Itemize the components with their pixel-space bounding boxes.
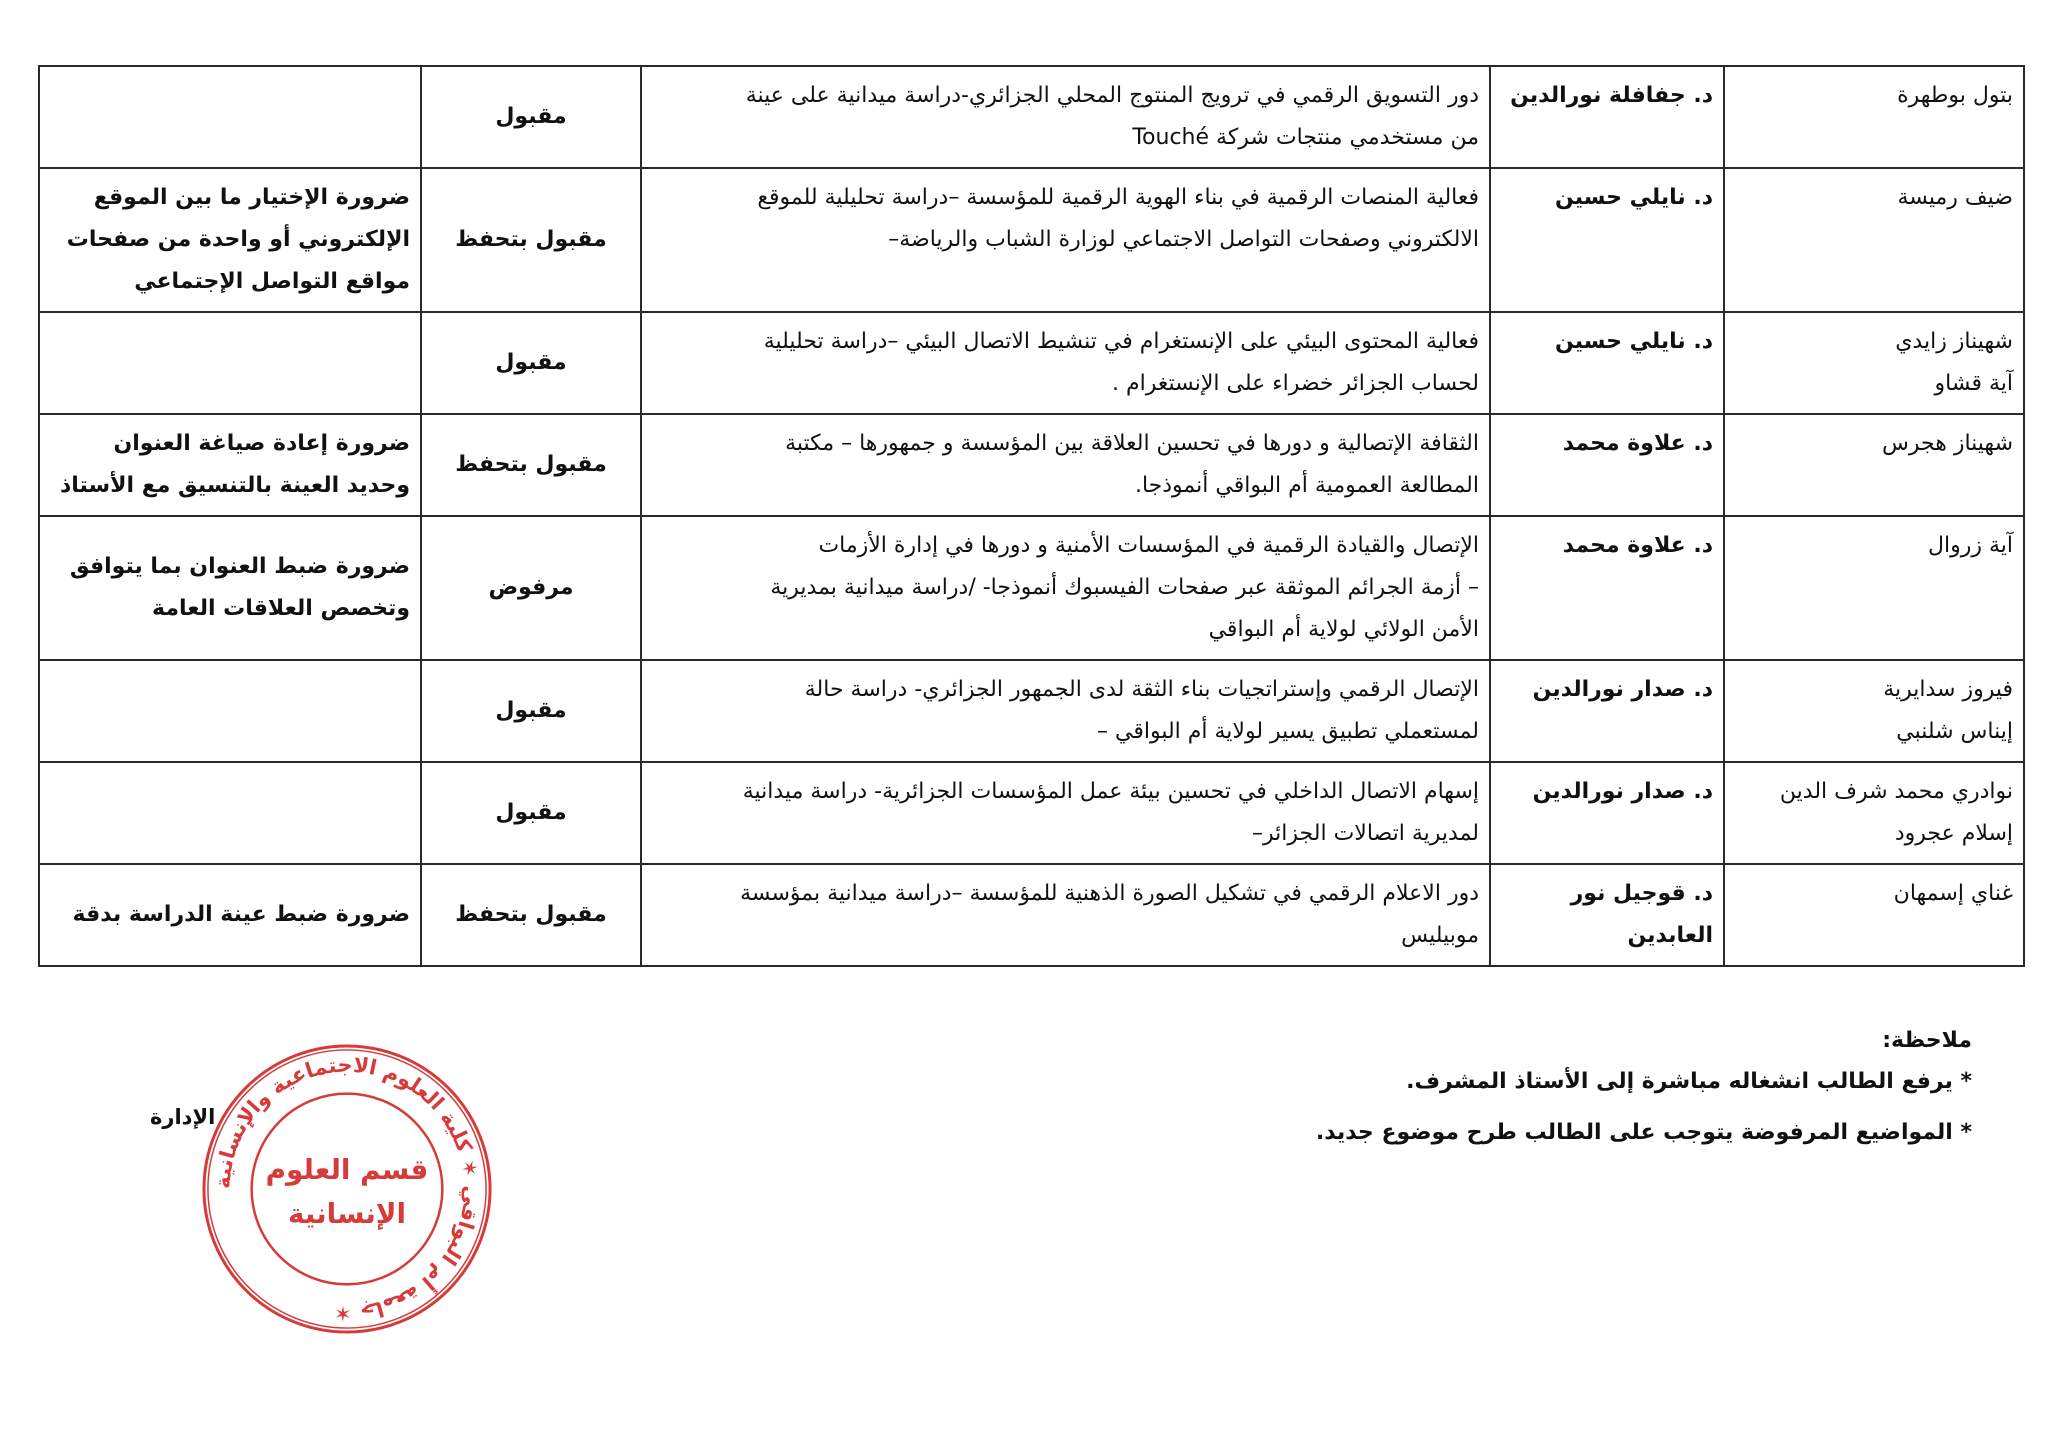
supervisor-cell: د. صدار نورالدين [1490, 660, 1724, 762]
decision-cell: مقبول [421, 66, 641, 168]
student-names-cell [1724, 660, 2024, 762]
stamp-inner-line1: قسم العلوم [265, 1153, 429, 1187]
decision-cell: مرفوض [421, 516, 641, 660]
student-name: آية قشاو [1934, 371, 2013, 396]
department-stamp [198, 1040, 496, 1338]
topic-title-cell [641, 864, 1490, 966]
topic-title-line: فعالية المحتوى البيئي على الإنستغرام في تنشيط الاتصال البيئي –دراسة تحليلية [763, 329, 1479, 354]
table-row [39, 660, 2024, 762]
student-names-cell [1724, 168, 2024, 312]
topic-title-line: الأمن الولائي لولاية أم البواقي [1208, 617, 1479, 642]
remark-cell: ضرورة إعادة صياغة العنوان وحديد العينة بالتنسيق مع الأستاذ [39, 414, 421, 516]
topic-title-cell [641, 516, 1490, 660]
stamp-outer-text: جامعة أم البواقي ✶ كلية العلوم الاجتماعية والإنسانية ✶ [210, 1052, 484, 1326]
stamp-inner-ring [252, 1094, 443, 1285]
topic-title-line: المطالعة العمومية أم البواقي أنموذجا. [1134, 473, 1479, 498]
student-name: شهيناز هجرس [1882, 431, 2013, 456]
supervisor-cell: د. صدار نورالدين [1490, 762, 1724, 864]
topic-title-line: الإتصال الرقمي وإستراتجيات بناء الثقة لدى الجمهور الجزائري- دراسة حالة [804, 677, 1479, 702]
student-name: نوادري محمد شرف الدين [1779, 779, 2013, 804]
student-names-cell [1724, 516, 2024, 660]
table-row [39, 66, 2024, 168]
supervisor-cell: د. جفافلة نورالدين [1490, 66, 1724, 168]
student-names-cell [1724, 312, 2024, 414]
remark-cell [39, 660, 421, 762]
topic-title-line: دور الاعلام الرقمي في تشكيل الصورة الذهنية للمؤسسة –دراسة ميدانية بمؤسسة [740, 881, 1479, 906]
note-item-2: * المواضيع المرفوضة يتوجب على الطالب طرح موضوع جديد. [1315, 1120, 1972, 1145]
student-names-cell [1724, 66, 2024, 168]
topic-title-line: الالكتروني وصفحات التواصل الاجتماعي لوزارة الشباب والرياضة– [888, 227, 1479, 252]
student-names-cell [1724, 414, 2024, 516]
decision-cell: مقبول [421, 660, 641, 762]
remark-cell: ضرورة ضبط العنوان بما يتوافق وتخصص العلاقات العامة [39, 516, 421, 660]
topic-title-line: لمستعملي تطبيق يسير لولاية أم البواقي – [1097, 719, 1479, 744]
table-row [39, 762, 2024, 864]
topic-title-cell [641, 414, 1490, 516]
student-name: غناي إسمهان [1893, 881, 2013, 906]
student-name: إيناس شلنبي [1896, 719, 2013, 744]
table-row [39, 864, 2024, 966]
supervisor-cell: د. علاوة محمد [1490, 414, 1724, 516]
topic-title-line: الإتصال والقيادة الرقمية في المؤسسات الأمنية و دورها في إدارة الأزمات [818, 533, 1479, 558]
topic-title-line: دور التسويق الرقمي في ترويج المنتوج المحلي الجزائري-دراسة ميدانية على عينة [745, 83, 1479, 108]
stamp-mid-ring [208, 1050, 486, 1328]
topic-title-line: فعالية المنصات الرقمية في بناء الهوية الرقمية للمؤسسة –دراسة تحليلية للموقع [757, 185, 1479, 210]
topic-title-cell [641, 168, 1490, 312]
student-name: بتول بوطهرة [1897, 83, 2013, 108]
topics-table-body [39, 66, 2024, 966]
student-names-cell [1724, 762, 2024, 864]
notes-title: ملاحظة: [1882, 1028, 1972, 1053]
supervisor-cell: د. نايلي حسين [1490, 168, 1724, 312]
remark-cell [39, 312, 421, 414]
topic-title-cell [641, 66, 1490, 168]
table-row [39, 312, 2024, 414]
topic-title-cell [641, 762, 1490, 864]
administration-label: الإدارة [150, 1105, 216, 1129]
topic-title-line: لحساب الجزائر خضراء على الإنستغرام . [1112, 371, 1479, 396]
stamp-inner-line2: الإنسانية [287, 1196, 407, 1230]
remark-cell: ضرورة الإختيار ما بين الموقع الإلكتروني أو واحدة من صفحات مواقع التواصل الإجتماعي [39, 168, 421, 312]
topic-title-line: موبيليس [1401, 923, 1479, 948]
topic-title-line: إسهام الاتصال الداخلي في تحسين بيئة عمل المؤسسات الجزائرية- دراسة ميدانية [742, 779, 1479, 804]
student-name: ضيف رميسة [1897, 185, 2013, 210]
supervisor-cell: د. قوجيل نور العابدين [1490, 864, 1724, 966]
student-name: إسلام عجرود [1894, 821, 2013, 846]
topic-title-cell [641, 660, 1490, 762]
notes-section [672, 1028, 1972, 1171]
remark-cell [39, 762, 421, 864]
student-names-cell [1724, 864, 2024, 966]
note-item-1: * يرفع الطالب انشغاله مباشرة إلى الأستاذ المشرف. [1406, 1069, 1972, 1094]
decision-cell: مقبول [421, 312, 641, 414]
topic-title-line: الثقافة الإتصالية و دورها في تحسين العلاقة بين المؤسسة و جمهورها – مكتبة [785, 431, 1479, 456]
student-name: فيروز سدايرية [1883, 677, 2013, 702]
student-name: آية زروال [1928, 533, 2013, 558]
remark-cell [39, 66, 421, 168]
table-row [39, 516, 2024, 660]
student-name: شهيناز زايدي [1895, 329, 2013, 354]
topic-title-line: من مستخدمي منتجات شركة Touché [1132, 125, 1479, 150]
decision-cell: مقبول بتحفظ [421, 864, 641, 966]
supervisor-cell: د. علاوة محمد [1490, 516, 1724, 660]
supervisor-cell: د. نايلي حسين [1490, 312, 1724, 414]
topic-title-line: لمديرية اتصالات الجزائر– [1252, 821, 1479, 846]
decision-cell: مقبول بتحفظ [421, 414, 641, 516]
topics-table [38, 65, 2025, 967]
topic-title-line: – أزمة الجرائم الموثقة عبر صفحات الفيسبوك أنموذجا- /دراسة ميدانية بمديرية [770, 575, 1479, 600]
table-row [39, 168, 2024, 312]
topic-title-cell [641, 312, 1490, 414]
decision-cell: مقبول [421, 762, 641, 864]
remark-cell: ضرورة ضبط عينة الدراسة بدقة [39, 864, 421, 966]
decision-cell: مقبول بتحفظ [421, 168, 641, 312]
table-row [39, 414, 2024, 516]
stamp-outer-ring [204, 1046, 490, 1332]
